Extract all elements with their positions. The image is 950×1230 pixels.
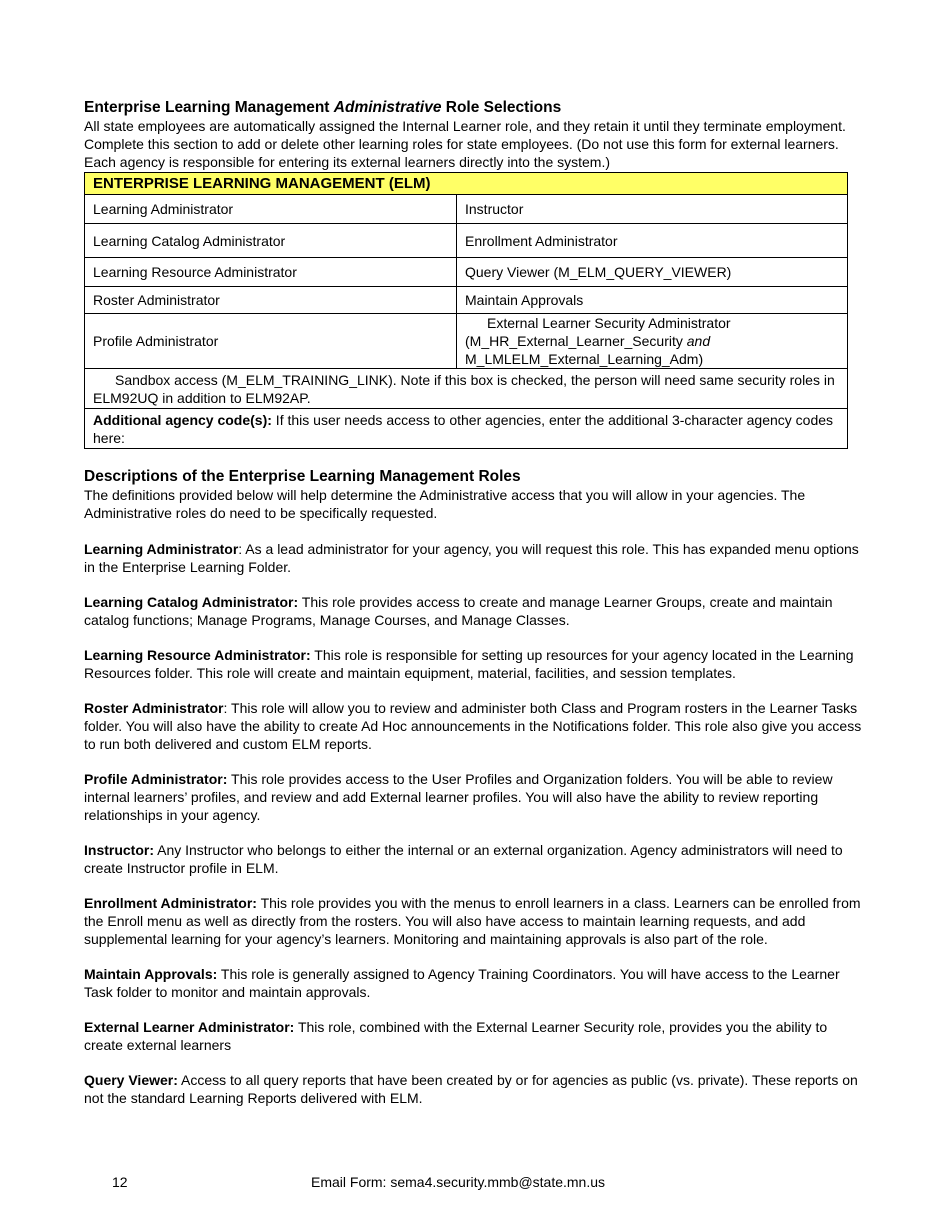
table-heading: ENTERPRISE LEARNING MANAGEMENT (ELM)	[85, 173, 848, 195]
role-checkbox-query-viewer[interactable]: Query Viewer (M_ELM_QUERY_VIEWER)	[457, 258, 848, 287]
role-checkbox-instructor[interactable]: Instructor	[457, 195, 848, 224]
additional-agency-codes-field[interactable]	[85, 409, 848, 449]
role-desc-profile-administrator	[84, 770, 864, 824]
role-name: Query Viewer:	[84, 1072, 178, 1088]
role-name: Roster Administrator	[84, 700, 224, 716]
role-desc-learning-catalog-administrator	[84, 593, 864, 629]
descriptions-intro: The definitions provided below will help determine the Administrative access that you will allow in your agencies. The Administrative roles do need to be specifically requested.	[84, 487, 806, 521]
intro-paragraph: All state employees are automatically assigned the Internal Learner role, and they retain it until they terminate employment. Complete this section to add or delete other learning roles for state employees. (Do not use this form for external learners. Each agency is responsible for entering its external learners directly into the system.)	[84, 118, 846, 170]
role-name: Instructor:	[84, 842, 154, 858]
role-name: Maintain Approvals:	[84, 966, 218, 982]
role-text: : This role will allow you to review and administer both Class and Program rosters in the Learner Tasks folder. You will also have the ability to create Ad Hoc announcements in the Notifications folder. This role also give you access to run both delivered and custom ELM reports.	[84, 700, 862, 752]
role-desc-learning-resource-administrator	[84, 646, 864, 682]
role-name: Profile Administrator:	[84, 771, 228, 787]
role-name: External Learner Administrator:	[84, 1019, 295, 1035]
ext-line-3: M_LMLELM_External_Learning_Adm)	[465, 351, 704, 367]
ext-line-2	[465, 332, 839, 350]
role-desc-instructor	[84, 841, 864, 877]
agency-text: If this user needs access to other agencies, enter the additional 3-character agency codes here:	[93, 411, 834, 446]
role-checkbox-learning-catalog-administrator[interactable]: Learning Catalog Administrator	[85, 224, 457, 258]
footer-email: Email Form: sema4.security.mmb@state.mn.us	[311, 1174, 606, 1190]
role-text: This role, combined with the External Learner Security role, provides you the ability to create external learners	[84, 1019, 828, 1053]
role-checkbox-external-learner-security-admin[interactable]	[457, 314, 848, 369]
role-text: This role provides access to create and manage Learner Groups, create and maintain catalog functions; Manage Programs, Manage Courses, and Manage Classes.	[84, 594, 833, 628]
role-text: Any Instructor who belongs to either the internal or an external organization. Agency administrators will need to create Instructor profile in ELM.	[84, 842, 843, 876]
role-desc-maintain-approvals	[84, 965, 864, 1001]
role-checkbox-roster-administrator[interactable]: Roster Administrator	[85, 287, 457, 314]
role-desc-roster-administrator	[84, 699, 864, 753]
role-checkbox-learning-resource-administrator[interactable]: Learning Resource Administrator	[85, 258, 457, 287]
descriptions-title: Descriptions of the Enterprise Learning Management Roles	[84, 468, 521, 485]
elm-role-table	[84, 172, 848, 449]
role-desc-external-learner-administrator	[84, 1018, 864, 1054]
title-text: Enterprise Learning Management	[84, 99, 334, 116]
agency-label: Additional agency code(s):	[93, 411, 272, 428]
role-text: Access to all query reports that have been created by or for agencies as public (vs. private). These reports on not the standard Learning Reports delivered with ELM.	[84, 1072, 858, 1106]
sandbox-access-checkbox[interactable]	[85, 369, 848, 409]
role-text: This role is generally assigned to Agency Training Coordinators. You will have access to the Learner Task folder to monitor and maintain approvals.	[84, 966, 840, 1000]
role-checkbox-profile-administrator[interactable]: Profile Administrator	[85, 314, 457, 369]
role-desc-learning-administrator	[84, 540, 864, 576]
role-desc-enrollment-administrator	[84, 894, 864, 948]
role-name: Learning Administrator	[84, 541, 239, 557]
role-checkbox-maintain-approvals[interactable]: Maintain Approvals	[457, 287, 848, 314]
role-name: Learning Catalog Administrator:	[84, 594, 299, 610]
ext-line-1: External Learner Security Administrator	[487, 315, 731, 331]
sandbox-text: Sandbox access (M_ELM_TRAINING_LINK). Note if this box is checked, the person will need same security roles in ELM92UQ in addition to ELM92AP.	[93, 371, 835, 406]
ext-line-2-text: (M_HR_External_Learner_Security	[465, 333, 687, 349]
title-italic: Administrative	[333, 99, 442, 116]
role-checkbox-enrollment-administrator[interactable]: Enrollment Administrator	[457, 224, 848, 258]
ext-and: and	[686, 333, 711, 349]
title-text-end: Role Selections	[441, 99, 562, 116]
role-text: This role provides you with the menus to enroll learners in a class. Learners can be enrolled from the Enroll menu as well as directly from the rosters. You will also have access to maintain learning requests, and add supplemental learning for your agency’s learners. Monitoring and maintaining approvals is also part of the role.	[84, 895, 861, 947]
role-checkbox-learning-administrator[interactable]: Learning Administrator	[85, 195, 457, 224]
role-name: Learning Resource Administrator:	[84, 647, 311, 663]
role-text: This role is responsible for setting up resources for your agency located in the Learning Resources folder. This role will create and maintain equipment, material, facilities, and session templates.	[84, 647, 854, 681]
section-title	[84, 98, 864, 117]
role-name: Enrollment Administrator:	[84, 895, 257, 911]
role-text: : As a lead administrator for your agency, you will request this role. This has expanded menu options in the Enterprise Learning Folder.	[84, 541, 859, 575]
page-content	[84, 98, 864, 1107]
page-number: 12	[112, 1174, 128, 1190]
role-desc-query-viewer	[84, 1071, 864, 1107]
role-text: This role provides access to the User Profiles and Organization folders. You will be able to review internal learners’ profiles, and review and add External learner profiles. You will also have the ability to review reporting relationships in your agency.	[84, 771, 833, 823]
